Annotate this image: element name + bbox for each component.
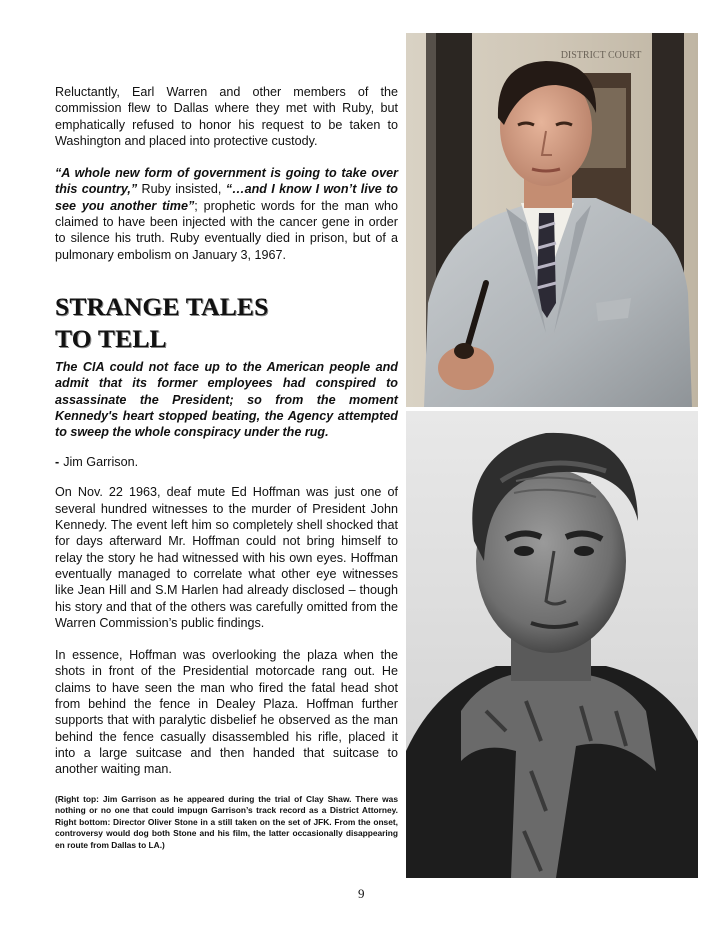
page-number: 9 [358, 886, 365, 901]
ruby-insisted: Ruby insisted, [137, 182, 226, 197]
ruby-quote-2: “…and I know I won’t live to see you another time” [55, 182, 398, 213]
paragraph-hoffman-essence: In essence, Hoffman was overlooking the plaza when the shots in front of the Presidential motorcade rang out. He claims to have seen the man who fired the fatal head shot from behind the fence in Dealey Plaza. Hoffman further supports that with paralytic disbelief he observed as the man behind the fence casually disassembled his rifle, placed it into a large suitcase and then handed that suitcase to another waiting man. [55, 648, 398, 777]
heading-line-1: STRANGE TALES [55, 291, 269, 321]
section-heading [55, 291, 398, 355]
ruby-quote-1: “A whole new form of government is going to take over this country,” [55, 166, 398, 197]
paragraph-warren-dallas: Reluctantly, Earl Warren and other members of the commission flew to Dallas where they met with Ruby, but emphatically refused to honor his request to be taken to Washington and placed into protective custody. [55, 85, 398, 148]
garrison-lead-quote: The CIA could not face up to the American people and admit that its former employees had conspired to assassinate the President; so from the moment Kennedy's heart stopped beating, the Agency attempted to sweep the whole conspiracy under the rug. [55, 359, 398, 440]
paragraph-hoffman-witness: On Nov. 22 1963, deaf mute Ed Hoffman was just one of several hundred witnesses to the murder of President John Kennedy. The event left him so completely shell shocked that for days afterward Mr. Hoffman could not bring himself to relay the story he had witnessed with his own eyes. Hoffman eventually managed to correlate what other eye witnesses like Jean Hill and S.M Harlen had already disclosed – though his story and that of the others was carefully omitted from the Warren Commission’s public findings. [55, 485, 398, 630]
quote-attribution [55, 454, 398, 470]
paragraph-ruby-rest: ; prophetic words for the man who claimed to have been injected with the cancer gene in order to silence his truth. Ruby eventually died in prison, but of a pulmonary embolism on January 3, 1967. [55, 198, 398, 262]
garrison-photo-image [406, 33, 698, 407]
photo-caption: (Right top: Jim Garrison as he appeared during the trial of Clay Shaw. There was nothing or no one that could impugn Garrison’s track record as a District Attorney. Right bottom: Director Oliver Stone in a still taken on the set of JFK. From the onset, controversy would dog both Stone and his film, the latter occasionally disappearing en route from Dallas to LA.) [55, 793, 398, 850]
court-sign-text: DISTRICT COURT [560, 50, 642, 61]
stone-photo-image [406, 411, 698, 878]
heading-line-2: TO TELL [55, 323, 167, 353]
photo-oliver-stone [406, 411, 698, 878]
attribution-dash: - [55, 455, 60, 470]
photo-jim-garrison [406, 33, 698, 407]
paragraph-ruby-quote [55, 165, 398, 263]
attribution-name: Jim Garrison. [63, 455, 139, 470]
article-text-column [55, 84, 398, 851]
